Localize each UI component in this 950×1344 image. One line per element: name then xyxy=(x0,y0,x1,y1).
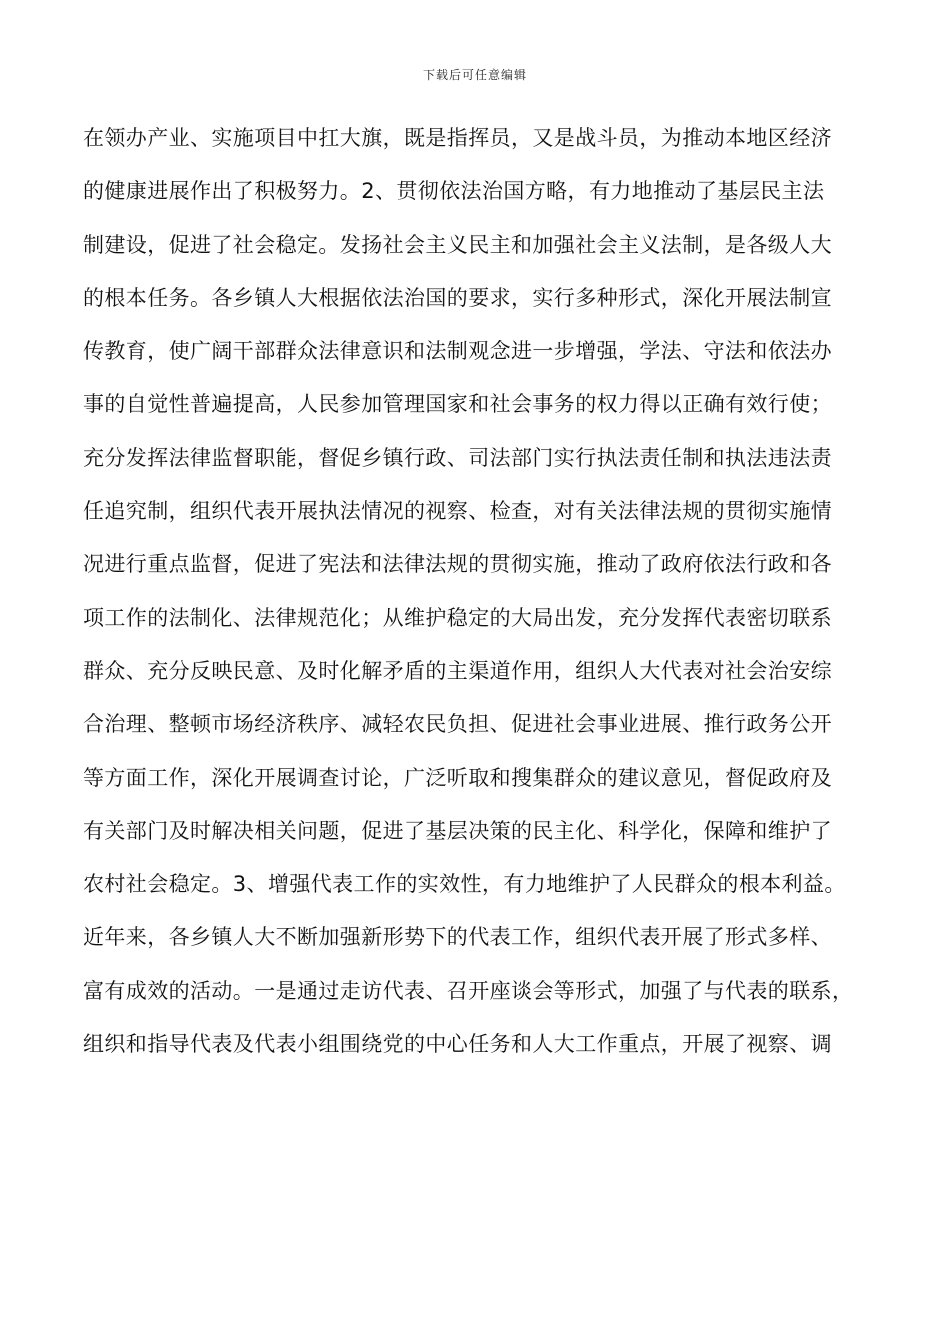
text-line: 近年来，各乡镇人大不断加强新形势下的代表工作，组织代表开展了形式多样、 xyxy=(83,925,832,950)
text-line: 的根本任务。各乡镇人大根据依法治国的要求，实行多种形式，深化开展法制宣 xyxy=(83,285,832,310)
text-line: 富有成效的活动。一是通过走访代表、召开座谈会等形式，加强了与代表的联系， xyxy=(83,978,854,1003)
text-line: 事的自觉性普遍提高，人民参加管理国家和社会事务的权力得以正确有效行使； xyxy=(83,392,832,417)
text-line: 群众、充分反映民意、及时化解矛盾的主渠道作用，组织人大代表对社会治安综 xyxy=(83,658,832,683)
text-line: 的健康进展作出了积极努力。2、贯彻依法治国方略，有力地推动了基层民主法 xyxy=(83,179,825,204)
text-line: 等方面工作，深化开展调查讨论，广泛听取和搜集群众的建议意见，督促政府及 xyxy=(83,765,832,790)
text-line: 况进行重点监督，促进了宪法和法律法规的贯彻实施，推动了政府依法行政和各 xyxy=(83,552,832,577)
text-line: 制建设，促进了社会稳定。发扬社会主义民主和加强社会主义法制，是各级人大 xyxy=(83,232,832,257)
text-line: 农村社会稳定。3、增强代表工作的实效性，有力地维护了人民群众的根本利益。 xyxy=(83,872,846,897)
text-line: 有关部门及时解决相关问题，促进了基层决策的民主化、科学化，保障和维护了 xyxy=(83,818,832,843)
text-line: 组织和指导代表及代表小组围绕党的中心任务和人大工作重点，开展了视察、调 xyxy=(83,1032,832,1057)
text-line: 在领办产业、实施项目中扛大旗，既是指挥员，又是战斗员，为推动本地区经济 xyxy=(83,126,832,150)
text-line: 传教育，使广阔干部群众法律意识和法制观念进一步增强，学法、守法和依法办 xyxy=(83,339,832,364)
text-line: 任追究制，组织代表开展执法情况的视察、检查，对有关法律法规的贯彻实施情 xyxy=(83,499,832,524)
text-line: 合治理、整顿市场经济秩序、减轻农民负担、促进社会事业进展、推行政务公开 xyxy=(83,712,832,737)
text-line: 充分发挥法律监督职能，督促乡镇行政、司法部门实行执法责任制和执法违法责 xyxy=(83,445,832,470)
body-text xyxy=(83,118,883,1077)
page-header: 下载后可任意编辑 xyxy=(422,68,527,82)
text-line: 项工作的法制化、法律规范化；从维护稳定的大局出发，充分发挥代表密切联系 xyxy=(83,605,832,630)
